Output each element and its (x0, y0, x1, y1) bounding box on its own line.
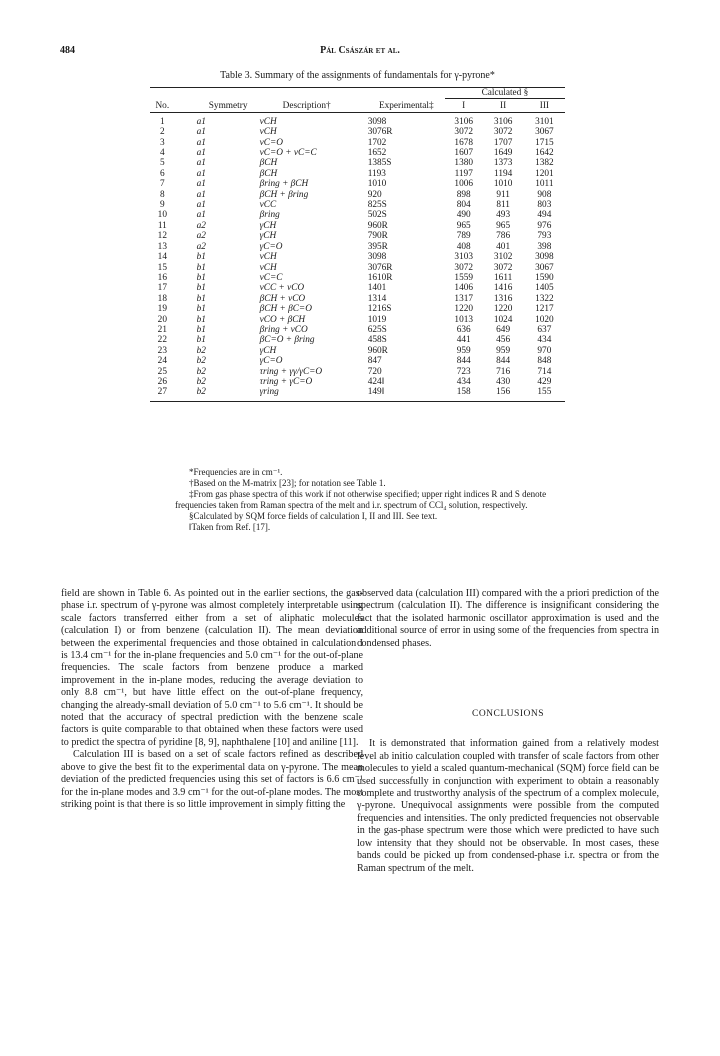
calc-i-cell: 434 (456, 376, 471, 387)
calc-iii-cell: 1011 (535, 179, 554, 190)
table-row (150, 200, 565, 210)
description-cell: βCH + βC=O (259, 304, 312, 315)
experimental-cell: 960R (367, 345, 388, 356)
footnote: ‡From gas phase spectra of this work if not otherwise specified; upper right indices R and S denote frequencies taken from Raman spectra of the melt and i.r. spectrum of CCl₄ solution, respectively. (175, 489, 547, 510)
calculated-header: Calculated § (481, 88, 529, 98)
experimental-cell: 1019 (367, 314, 387, 325)
row-number: 21 (157, 324, 167, 335)
row-number: 8 (159, 189, 165, 200)
calc-ii-cell: 1611 (494, 272, 513, 283)
experimental-cell: 920 (367, 189, 382, 200)
calc-iii-cell: 494 (537, 210, 552, 221)
calc-ii-cell: 786 (496, 231, 511, 242)
calc-ii-cell: 1194 (494, 168, 513, 179)
experimental-cell: 720 (367, 366, 382, 377)
experimental-cell: 502S (367, 210, 387, 221)
row-number: 11 (157, 220, 167, 231)
calc-iii-cell: 803 (537, 200, 552, 211)
table-row (150, 242, 565, 252)
symmetry-cell: b1 (196, 252, 206, 263)
calc-i-cell: 1607 (454, 148, 474, 159)
table-3 (150, 70, 565, 402)
table-row (150, 263, 565, 273)
symmetry-cell: b1 (196, 272, 206, 283)
calc-i-cell: 804 (456, 200, 471, 211)
symmetry-cell: b2 (196, 345, 206, 356)
experimental-cell: 395R (367, 241, 388, 252)
experimental-cell: 847 (367, 356, 382, 367)
table-row (150, 294, 565, 304)
calc-ii-cell: 3072 (493, 262, 513, 273)
page-number: 484 (60, 45, 75, 56)
table-row (150, 169, 565, 179)
description-cell: τring + γC=O (259, 376, 313, 387)
calc-iii-cell: 1642 (535, 148, 554, 159)
calc-ii-cell: 1373 (493, 158, 513, 169)
experimental-cell: 3098 (367, 252, 387, 263)
table-row (150, 315, 565, 325)
calc-i-cell: 1317 (454, 293, 474, 304)
calc-i-cell: 408 (456, 241, 471, 252)
table-row (150, 367, 565, 377)
experimental-cell: 1610R (367, 272, 393, 283)
col-header-no: No. (155, 101, 170, 112)
table-bottom-rule (150, 401, 565, 402)
description-cell: βCH (259, 158, 278, 169)
description-cell: νCH (259, 127, 277, 138)
right-column (357, 588, 659, 875)
symmetry-cell: a1 (196, 148, 206, 159)
body-paragraph: It is demonstrated that information gained from a relatively modest level ab initio calculation coupled with transfer of scale factors from other molecules to yield a scaled quantum-mechanical (SQM) force field can be used successfully in conjunction with experiment to obtain a reasonably complete and trustworthy analysis of the spectrum of a complex molecule, γ-pyrone. Unequivocal assignments were possible from the computed frequencies and intensities. The only predicted frequencies not observable in the gas-phase spectrum were those which were predicted to have such low intensity that they should not be observable. In most cases, these bands could be picked up from condensed-phase i.r. spectra or from the Raman spectrum of the melt. (357, 738, 659, 874)
description-cell: βring + νCO (259, 324, 308, 335)
description-cell: νCH (259, 116, 277, 127)
symmetry-cell: a1 (196, 158, 206, 169)
calc-iii-cell: 1715 (535, 137, 554, 148)
table-row (150, 304, 565, 314)
calc-i-cell: 1013 (454, 314, 474, 325)
symmetry-cell: b2 (196, 356, 206, 367)
description-cell: γCH (259, 220, 277, 231)
calc-iii-cell: 1405 (535, 283, 554, 294)
table-title: Table 3. Summary of the assignments of fundamentals for γ-pyrone* (220, 70, 495, 81)
calc-i-cell: 1559 (454, 272, 474, 283)
calc-iii-cell: 1322 (535, 293, 554, 304)
table-row (150, 325, 565, 335)
experimental-cell: 458S (367, 335, 387, 346)
row-number: 26 (157, 376, 167, 387)
calc-iii-cell: 1382 (535, 158, 554, 169)
experimental-cell: 3076R (367, 262, 393, 273)
calc-iii-cell: 3067 (535, 127, 554, 138)
calc-ii-cell: 1649 (493, 148, 513, 159)
calc-i-cell: 3072 (454, 127, 474, 138)
symmetry-cell: a1 (196, 179, 206, 190)
row-number: 19 (157, 304, 167, 315)
assignments-table (150, 88, 565, 401)
row-number: 2 (159, 127, 165, 138)
calc-iii-cell: 398 (537, 241, 552, 252)
calc-ii-cell: 456 (496, 335, 511, 346)
experimental-cell: 825S (367, 200, 387, 211)
symmetry-cell: a1 (196, 127, 206, 138)
row-number: 22 (157, 335, 167, 346)
table-row (150, 114, 565, 127)
experimental-cell: 625S (367, 324, 387, 335)
calc-ii-cell: 3072 (493, 127, 513, 138)
experimental-cell: 960R (367, 220, 388, 231)
calc-ii-cell: 844 (496, 356, 511, 367)
table-footnotes (175, 467, 567, 533)
table-row (150, 221, 565, 231)
symmetry-cell: b1 (196, 314, 206, 325)
experimental-cell: 3098 (367, 116, 387, 127)
calc-i-cell: 844 (456, 356, 471, 367)
footnote: *Frequencies are in cm⁻¹. (189, 467, 283, 477)
table-row (150, 210, 565, 220)
symmetry-cell: a1 (196, 137, 206, 148)
calc-iii-cell: 429 (537, 376, 552, 387)
calc-iii-cell: 848 (537, 356, 552, 367)
table-row (150, 335, 565, 345)
symmetry-cell: a2 (196, 220, 206, 231)
calc-i-cell: 1220 (454, 304, 474, 315)
calc-i-cell: 898 (456, 189, 471, 200)
calc-ii-cell: 1010 (493, 179, 513, 190)
calc-i-cell: 1380 (454, 158, 474, 169)
table-row (150, 179, 565, 189)
row-number: 24 (157, 356, 167, 367)
calc-iii-cell: 1590 (535, 272, 554, 283)
calc-iii-cell: 637 (537, 324, 552, 335)
calc-i-cell: 636 (456, 324, 471, 335)
symmetry-cell: b1 (196, 335, 206, 346)
calc-ii-cell: 911 (496, 189, 510, 200)
description-cell: γCH (259, 231, 277, 242)
table-row (150, 127, 565, 137)
table-row (150, 283, 565, 293)
experimental-cell: 1216S (367, 304, 392, 315)
calc-i-cell: 959 (456, 345, 471, 356)
calc-iii-cell: 970 (537, 345, 552, 356)
calc-ii-cell: 1220 (493, 304, 513, 315)
column-headers (150, 99, 565, 112)
calc-iii-cell: 3098 (535, 252, 554, 263)
table-row (150, 356, 565, 366)
calc-iii-cell: 1020 (535, 314, 554, 325)
row-number: 3 (159, 137, 165, 148)
calc-iii-cell: 1201 (535, 168, 554, 179)
footnote: ‖Taken from Ref. [17]. (189, 522, 271, 532)
row-number: 4 (159, 148, 165, 159)
row-number: 9 (159, 200, 165, 211)
table-row (150, 387, 565, 400)
calc-i-cell: 789 (456, 231, 471, 242)
calc-ii-cell: 716 (496, 366, 511, 377)
row-number: 27 (157, 387, 167, 398)
row-number: 1 (159, 116, 165, 127)
description-cell: νC=O + νC=C (259, 148, 317, 159)
description-cell: βCH + νCO (259, 293, 306, 304)
symmetry-cell: b1 (196, 304, 206, 315)
description-cell: γC=O (259, 241, 283, 252)
symmetry-cell: b1 (196, 283, 206, 294)
col-header-description: Description† (282, 101, 331, 112)
calc-ii-cell: 156 (496, 387, 511, 398)
calc-i-cell: 723 (456, 366, 471, 377)
calc-i-cell: 3103 (454, 252, 474, 263)
description-cell: γC=O (259, 356, 283, 367)
row-number: 18 (157, 293, 167, 304)
calc-i-cell: 1678 (454, 137, 474, 148)
row-number: 5 (159, 158, 165, 169)
description-cell: βCH (259, 168, 278, 179)
calc-i-cell: 441 (456, 335, 471, 346)
calc-iii-cell: 908 (537, 189, 552, 200)
calc-ii-cell: 959 (496, 345, 511, 356)
experimental-cell: 790R (367, 231, 388, 242)
calc-i-cell: 490 (456, 210, 471, 221)
table-row (150, 158, 565, 168)
symmetry-cell: b2 (196, 366, 206, 377)
calc-ii-cell: 401 (496, 241, 511, 252)
symmetry-cell: a1 (196, 210, 206, 221)
description-cell: νCC (259, 200, 277, 211)
calc-ii-cell: 493 (496, 210, 511, 221)
experimental-cell: 1010 (367, 179, 387, 190)
calc-iii-cell: 714 (537, 366, 552, 377)
table-row (150, 273, 565, 283)
table-row (150, 231, 565, 241)
description-cell: νCO + βCH (259, 314, 306, 325)
row-number: 10 (157, 210, 167, 221)
description-cell: νCC + νCO (259, 283, 305, 294)
description-cell: γring (259, 387, 279, 398)
footnote: §Calculated by SQM force fields of calculation I, II and III. See text. (189, 511, 438, 521)
row-number: 23 (157, 345, 167, 356)
symmetry-cell: b2 (196, 376, 206, 387)
col-header-experimental: Experimental‡ (378, 101, 434, 112)
table-row (150, 190, 565, 200)
table-row (150, 138, 565, 148)
description-cell: βring (259, 210, 280, 221)
calc-i-cell: 158 (456, 387, 471, 398)
row-number: 13 (157, 241, 167, 252)
row-number: 6 (159, 168, 165, 179)
row-number: 15 (157, 262, 167, 273)
symmetry-cell: a1 (196, 189, 206, 200)
description-cell: νC=O (259, 137, 283, 148)
calc-ii-cell: 1416 (493, 283, 513, 294)
row-number: 16 (157, 272, 167, 283)
col-header-i: I (462, 101, 466, 112)
description-cell: νCH (259, 262, 277, 273)
symmetry-cell: a2 (196, 231, 206, 242)
description-cell: νC=C (259, 272, 283, 283)
experimental-cell: 1652 (367, 148, 387, 159)
symmetry-cell: a1 (196, 200, 206, 211)
calc-i-cell: 1197 (454, 168, 473, 179)
calc-iii-cell: 155 (537, 387, 552, 398)
calc-i-cell: 965 (456, 220, 471, 231)
left-column (61, 588, 363, 811)
calc-ii-cell: 1024 (493, 314, 513, 325)
calc-iii-cell: 3101 (535, 116, 554, 127)
description-cell: βCH + βring (259, 189, 309, 200)
table-row (150, 252, 565, 262)
experimental-cell: 1401 (367, 283, 387, 294)
calc-ii-cell: 1707 (493, 137, 513, 148)
symmetry-cell: b1 (196, 262, 206, 273)
row-number: 12 (157, 231, 167, 242)
description-cell: βring + βCH (259, 179, 309, 190)
calc-ii-cell: 811 (496, 200, 510, 211)
table-row (150, 377, 565, 387)
calc-ii-cell: 3106 (493, 116, 513, 127)
footnote: †Based on the M-matrix [23]; for notation see Table 1. (189, 478, 386, 488)
description-cell: βC=O + βring (259, 335, 315, 346)
calc-iii-cell: 434 (537, 335, 552, 346)
calc-iii-cell: 976 (537, 220, 552, 231)
calc-ii-cell: 965 (496, 220, 511, 231)
col-header-iii: III (539, 101, 550, 112)
description-cell: νCH (259, 252, 277, 263)
experimental-cell: 1702 (367, 137, 387, 148)
experimental-cell: 1385S (367, 158, 392, 169)
row-number: 17 (157, 283, 167, 294)
calc-i-cell: 3072 (454, 262, 474, 273)
symmetry-cell: a1 (196, 168, 206, 179)
calc-i-cell: 1006 (454, 179, 474, 190)
calc-ii-cell: 649 (496, 324, 511, 335)
section-heading-conclusions: CONCLUSIONS (471, 709, 544, 720)
body-paragraph: observed data (calculation III) compared with the a priori prediction of the spectrum (calculation II). The difference is insignificant considering the fact that the isolated harmonic oscillator approximation is used and the additional source of error in using some of the frequencies from spectra in condensed phases. (357, 588, 659, 649)
description-cell: τring + γγ/γC=O (259, 366, 323, 377)
calc-ii-cell: 430 (496, 376, 511, 387)
row-number: 20 (157, 314, 167, 325)
calc-iii-cell: 1217 (535, 304, 554, 315)
experimental-cell: 424‖ (367, 376, 385, 387)
description-cell: γCH (259, 345, 277, 356)
symmetry-cell: a2 (196, 241, 206, 252)
symmetry-cell: b1 (196, 293, 206, 304)
symmetry-cell: a1 (196, 116, 206, 127)
row-number: 14 (157, 252, 167, 263)
row-number: 25 (157, 366, 167, 377)
experimental-cell: 1193 (367, 168, 386, 179)
calc-iii-cell: 3067 (535, 262, 554, 273)
experimental-cell: 1314 (367, 293, 387, 304)
body-paragraph: field are shown in Table 6. As pointed out in the earlier sections, the gas-phase i.r. spectrum of γ-pyrone was almost completely interpretable using scale factors transferred either from a set of aliphatic molecules (calculation I) or from benzene (calculation II). The mean deviation between the experimental frequencies and those obtained in calculation I is 13.4 cm⁻¹ for the in-plane frequencies and 5.0 cm⁻¹ for the out-of-plane frequencies. The scale factors from benzene produce a marked improvement in the in-plane modes, reducing the average deviation to only 8.8 cm⁻¹, but have little effect on the out-of-plane frequency, changing the already-small deviation of 5.0 cm⁻¹ to 5.6 cm⁻¹. It should be noted that the accuracy of spectral prediction with the benzene scale factors is quite comparable to that obtained when these factors were used to predict the spectra of pyridine [8, 9], naphthalene [10] and aniline [11]. (61, 588, 363, 748)
calc-ii-cell: 1316 (493, 293, 513, 304)
calc-ii-cell: 3102 (493, 252, 513, 263)
symmetry-cell: b1 (196, 324, 206, 335)
row-number: 7 (159, 179, 165, 190)
calc-i-cell: 1406 (454, 283, 474, 294)
symmetry-cell: b2 (196, 387, 206, 398)
running-head: Pál Császár et al. (320, 45, 400, 56)
body-paragraph: Calculation III is based on a set of scale factors refined as described above to give the best fit to the experimental data on γ-pyrone. The mean deviation of the predicted frequencies using this set of factors is 6.6 cm⁻¹ for the in-plane modes and 3.9 cm⁻¹ for the out-of-plane modes. The most striking point is that there is so little improvement in simply fitting the (61, 749, 363, 810)
experimental-cell: 149‖ (367, 387, 385, 398)
table-row (150, 346, 565, 356)
calc-iii-cell: 793 (537, 231, 552, 242)
table-row (150, 148, 565, 158)
col-header-ii: II (500, 101, 507, 112)
experimental-cell: 3076R (367, 127, 393, 138)
calc-i-cell: 3106 (454, 116, 474, 127)
col-header-symmetry: Symmetry (208, 101, 248, 112)
